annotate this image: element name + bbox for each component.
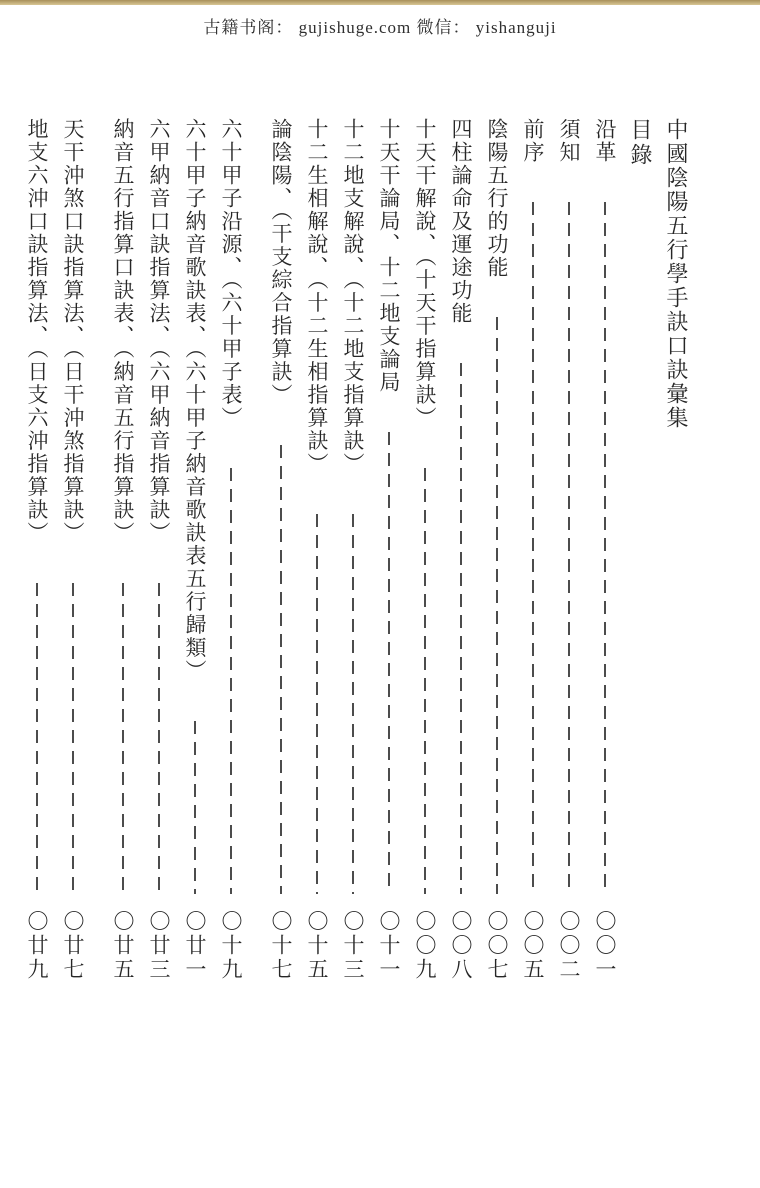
toc-entry xyxy=(555,118,582,982)
book-title: 中國陰陽五行學手訣口訣彙集 xyxy=(664,118,689,430)
toc-entry xyxy=(411,118,438,982)
toc-entry xyxy=(267,118,294,982)
toc-entry-page: 〇十七 xyxy=(269,910,293,982)
toc-entry-title: 納音五行指算口訣表、（納音五行指算訣） xyxy=(111,118,135,545)
toc-entry xyxy=(109,118,136,982)
toc-entry-title: 四柱論命及運途功能 xyxy=(449,118,473,325)
dotted-leader xyxy=(519,202,546,894)
toc-entry-page: 〇廿九 xyxy=(25,910,49,982)
dotted-leader xyxy=(555,202,582,894)
dotted-leader xyxy=(181,721,208,895)
dotted-leader xyxy=(303,514,330,895)
toc-entry-page: 〇十五 xyxy=(305,910,329,982)
toc-entry-title: 沿革 xyxy=(593,118,617,164)
toc-entry-title: 陰陽五行的功能 xyxy=(485,118,509,279)
toc-entry-page: 〇〇二 xyxy=(557,910,581,982)
dotted-leader xyxy=(267,445,294,895)
toc-entry-title: 十天干論局、十二地支論局 xyxy=(377,118,401,394)
dotted-leader xyxy=(59,583,86,895)
toc-content xyxy=(14,118,690,982)
toc-entry-title: 十天干解說、（十天干指算訣） xyxy=(413,118,437,430)
toc-entry-title: 前序 xyxy=(521,118,545,164)
dotted-leader xyxy=(483,317,510,894)
toc-heading: 目錄 xyxy=(628,118,653,168)
toc-entry xyxy=(519,118,546,982)
toc-entry-page: 〇〇七 xyxy=(485,910,509,982)
dotted-leader xyxy=(411,468,438,895)
toc-entry-title: 十二生相解說、（十二生相指算訣） xyxy=(305,118,329,476)
toc-entry xyxy=(447,118,474,982)
toc-entry-title: 須知 xyxy=(557,118,581,164)
toc-entry xyxy=(375,118,402,982)
toc-entry xyxy=(181,118,208,982)
toc-entry-title: 六十甲子沿源、（六十甲子表） xyxy=(219,118,243,430)
toc-entry xyxy=(339,118,366,982)
toc-entry-title: 天干沖煞口訣指算法、（日干沖煞指算訣） xyxy=(61,118,85,545)
dotted-leader xyxy=(23,583,50,895)
toc-entry-page: 〇廿三 xyxy=(147,910,171,982)
toc-entry xyxy=(217,118,244,982)
toc-entry xyxy=(145,118,172,982)
toc-entry xyxy=(591,118,618,982)
toc-entry xyxy=(23,118,50,982)
toc-entry-title: 十二地支解說、（十二地支指算訣） xyxy=(341,118,365,476)
dotted-leader xyxy=(591,202,618,894)
dotted-leader xyxy=(217,468,244,895)
dotted-leader xyxy=(375,432,402,894)
toc-entry xyxy=(483,118,510,982)
dotted-leader xyxy=(447,363,474,894)
toc-entry-page: 〇〇八 xyxy=(449,910,473,982)
toc-entry-page: 〇廿七 xyxy=(61,910,85,982)
toc-entry xyxy=(59,118,86,982)
toc-entry-page: 〇廿一 xyxy=(183,910,207,982)
toc-entry-title: 六甲納音口訣指算法、（六甲納音指算訣） xyxy=(147,118,171,545)
toc-entry-title: 六十甲子納音歌訣表、（六十甲子納音歌訣表五行歸類） xyxy=(183,118,207,683)
toc-entry-page: 〇〇五 xyxy=(521,910,545,982)
dotted-leader xyxy=(145,583,172,895)
toc-entry-title: 地支六沖口訣指算法、（日支六沖指算訣） xyxy=(25,118,49,545)
toc-entry-page: 〇十九 xyxy=(219,910,243,982)
toc-entry-title: 論陰陽、（干支綜合指算訣） xyxy=(269,118,293,407)
toc-entry-page: 〇十三 xyxy=(341,910,365,982)
toc-entry xyxy=(303,118,330,982)
toc-entry-page: 〇〇一 xyxy=(593,910,617,982)
watermark-header: 古籍书阁： gujishuge.com 微信： yishanguji xyxy=(203,18,557,37)
toc-entry-page: 〇廿五 xyxy=(111,910,135,982)
toc-entry-page: 〇十一 xyxy=(377,910,401,982)
toc-entry-page: 〇〇九 xyxy=(413,910,437,982)
top-gold-border xyxy=(0,0,760,5)
dotted-leader xyxy=(339,514,366,895)
dotted-leader xyxy=(109,583,136,895)
